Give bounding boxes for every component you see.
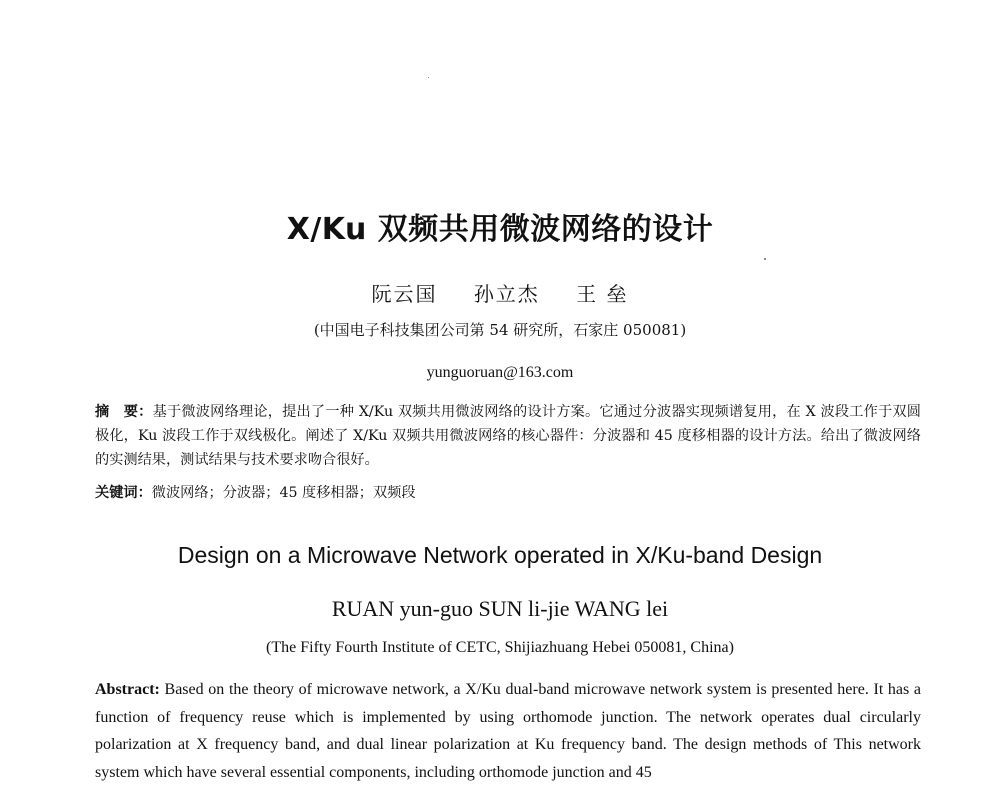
abstract-en-label: Abstract: [95, 681, 160, 698]
author-cn: 阮云国 [371, 282, 438, 306]
paper-title-en: Design on a Microwave Network operated in X/Ku-band Design [177, 542, 823, 568]
scan-speck [428, 77, 429, 78]
author-cn: 孙立杰 [473, 282, 540, 306]
affiliation-cn: (中国电子科技集团公司第 54 研究所，石家庄 050081) [313, 321, 687, 339]
keywords-cn-text: 微波网络；分波器；45 度移相器；双频段 [151, 485, 416, 501]
affiliation-en: (The Fifty Fourth Institute of CETC, Shijiazhuang Hebei 050081, China) [266, 639, 734, 656]
abstract-en-text: Based on the theory of microwave network, a X/Ku dual-band microwave network system is presented here. It has a function of frequency reuse which is implemented by using orthomode junction. The network operates dual circularly polarization at X frequency band, and dual linear polarization at Ku frequency band. The design methods of This network system which have several essential components, including orthomode junction and 45 [95, 681, 921, 781]
keywords-cn [95, 482, 416, 502]
author-email: yunguoruan@163.com [426, 364, 574, 381]
abstract-en [95, 676, 921, 786]
scan-speck [764, 258, 766, 260]
abstract-cn [95, 400, 921, 472]
keywords-cn-label: 关键词： [95, 485, 152, 501]
abstract-cn-text: 基于微波网络理论，提出了一种 X/Ku 双频共用微波网络的设计方案。它通过分波器实现频谱复用，在 X 波段工作于双圆极化，Ku 波段工作于双线极化。阐述了 X/Ku 双频共用微波网络的核心器件：分波器和 45 度移相器的设计方法。给出了微波网络的实测结果，测试结果与技术要求吻合很好。 [95, 404, 921, 468]
author-cn: 王 垒 [576, 282, 629, 306]
authors-cn [0, 278, 1000, 307]
abstract-cn-label: 摘 要： [95, 404, 153, 420]
paper-title-cn: X/Ku 双频共用微波网络的设计 [286, 212, 714, 247]
authors-en: RUAN yun-guo SUN li-jie WANG lei [331, 596, 669, 621]
